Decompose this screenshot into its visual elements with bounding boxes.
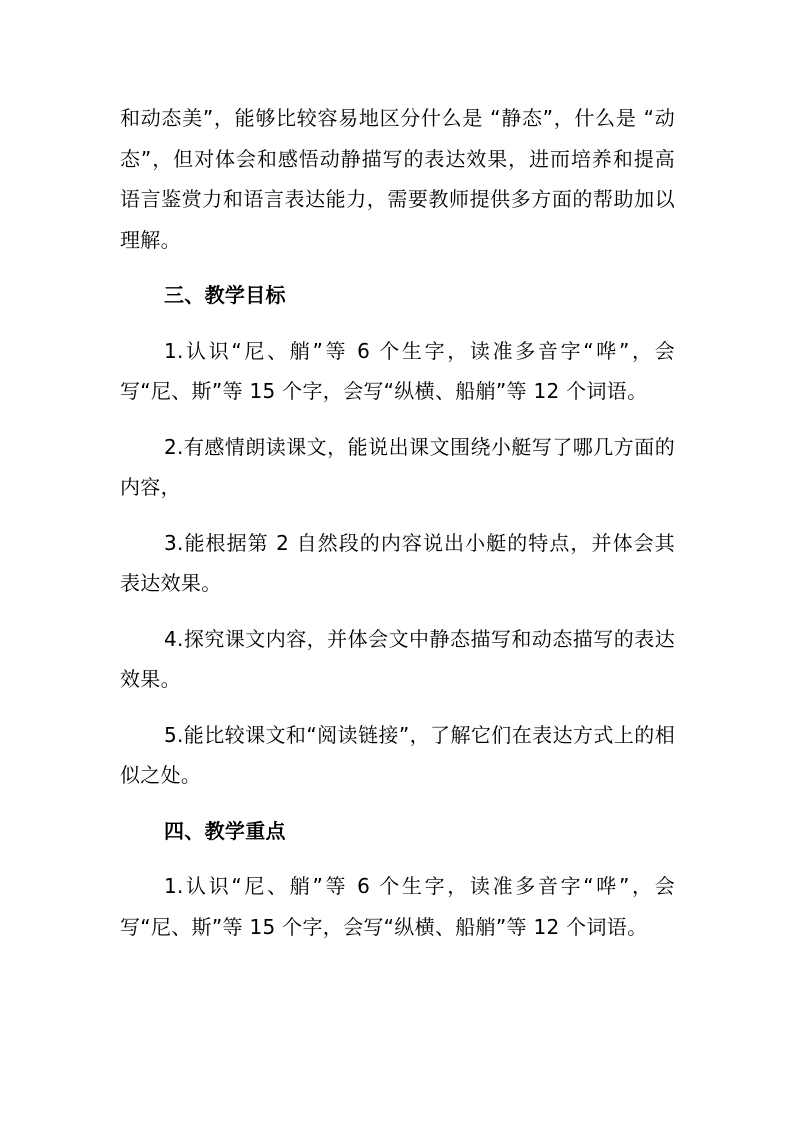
document-body — [120, 98, 675, 962]
goal-item-3: 3.能根据第 2 自然段的内容说出小艇的特点，并体会其表达效果。 — [120, 530, 675, 595]
intro-paragraph: 和动态美”，能够比较容易地区分什么是 “静态”，什么是 “动态”，但对体会和感悟动静描写的表达效果，进而培养和提高语言鉴赏力和语言表达能力，需要教师提供多方面的帮助加以理解。 — [120, 106, 675, 252]
focus-item-1: 1.认识“尼、艄”等 6 个生字，读准多音字“哗”，会写“尼、斯”等 15 个字，会写“纵横、船艄”等 12 个词语。 — [120, 874, 675, 939]
goal-item-2: 2.有感情朗读课文，能说出课文围绕小艇写了哪几方面的内容， — [120, 434, 675, 499]
section-heading-teaching-goals: 三、教学目标 — [164, 283, 286, 307]
goal-item-4: 4.探究课文内容，并体会文中静态描写和动态描写的表达效果。 — [120, 626, 675, 691]
goal-item-5: 5.能比较课文和“阅读链接”，了解它们在表达方式上的相似之处。 — [120, 722, 675, 787]
section-heading-teaching-focus: 四、教学重点 — [164, 818, 286, 843]
goal-item-1: 1.认识“尼、艄”等 6 个生字，读准多音字“哗”，会写“尼、斯”等 15 个字，会写“纵横、船艄”等 12 个词语。 — [120, 338, 675, 403]
